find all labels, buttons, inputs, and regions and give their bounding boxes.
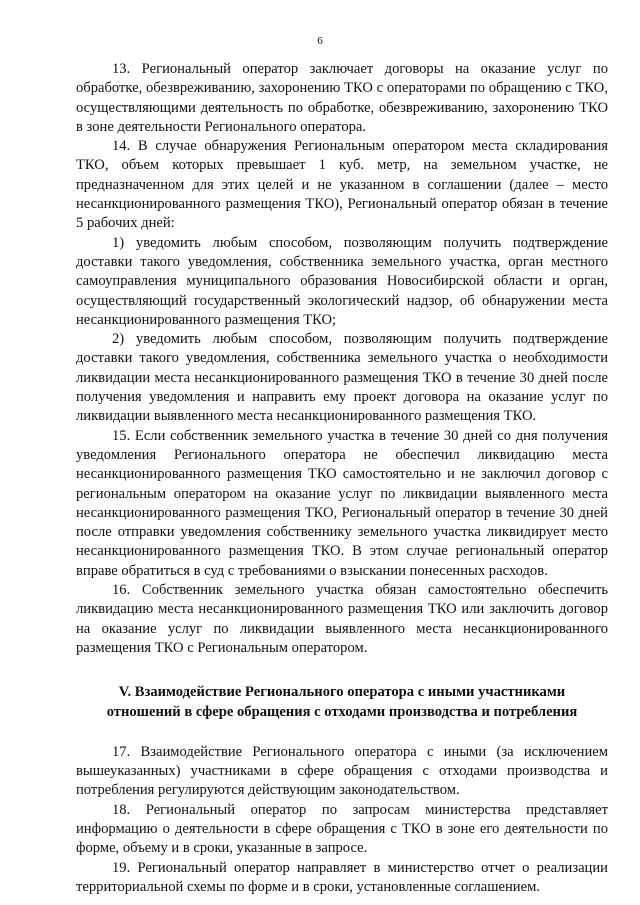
paragraph-14: 14. В случае обнаружения Региональным оператором места складирования ТКО, объем которых превышает 1 куб. метр, на земельном участке, не предназначенном для этих целей и не указанном в соглашении (далее – место несанкционированного размещения ТКО), Региональный оператор обязан в течение 5 рабочих дней: — [76, 138, 608, 232]
paragraph-17: 17. Взаимодействие Регионального оператора с иными (за исключением вышеуказанных) участниками в сфере обращения с отходами производства и потребления регулируются действующим законодательством. — [76, 743, 608, 799]
paragraph-14-item-2: 2) уведомить любым способом, позволяющим получить подтверждение доставки такого уведомления, собственника земельного участка о необходимости ликвидации места несанкционированного размещения ТКО в течение 30 дней после получения уведомления и направить ему проект договора на оказание услуг по ликвидации выявленного места несанкционированного размещения ТКО. — [76, 331, 608, 425]
section-heading-line-1: V. Взаимодействие Регионального оператора с иными участниками — [118, 684, 566, 701]
paragraph-14-item-1: 1) уведомить любым способом, позволяющим получить подтверждение доставки такого уведомления, собственника земельного участка, орган местного самоуправления муниципального образования Новосибирской области и орган, осуществляющий государственный экологический надзор, об обнаружении места несанкционированного размещения ТКО; — [76, 234, 608, 328]
paragraph-15: 15. Если собственник земельного участка в течение 30 дней со дня получения уведомления Регионального оператора не обеспечил ликвидацию места несанкционированного размещения ТКО самостоятельно и не заключил договор с региональным оператором на оказание услуг по ликвидации выявленного места несанкционированного размещения ТКО, Региональный оператор в течение 30 дней после отправки уведомления собственнику земельного участка ликвидирует место несанкционированного размещения ТКО. В этом случае региональный оператор вправе обратиться в суд с требованиями о взыскании понесенных расходов. — [76, 427, 608, 579]
page-number: 6 — [317, 35, 323, 47]
paragraph-13: 13. Региональный оператор заключает договоры на оказание услуг по обработке, обезвреживанию, захоронению ТКО с операторами по обращению с ТКО, осуществляющими деятельность по обработке, обезвреживанию, захоронению ТКО в зоне деятельности Регионального оператора. — [76, 61, 608, 135]
section-heading-line-2: отношений в сфере обращения с отходами производства и потребления — [106, 703, 578, 720]
paragraph-19: 19. Региональный оператор направляет в министерство отчет о реализации территориальной схемы по форме и в сроки, установленные соглашением. — [76, 859, 608, 895]
paragraph-18: 18. Региональный оператор по запросам министерства представляет информацию о деятельности в сфере обращения с ТКО в зоне его деятельности по форме, объему и в сроки, указанные в запросе. — [76, 801, 608, 857]
document-body — [76, 60, 608, 897]
section-heading — [76, 683, 608, 722]
paragraph-16: 16. Собственник земельного участка обязан самостоятельно обеспечить ликвидацию места несанкционированного размещения ТКО или заключить договор на оказание услуг по ликвидации выявленного места несанкционированного размещения ТКО с Региональным оператором. — [76, 582, 608, 656]
